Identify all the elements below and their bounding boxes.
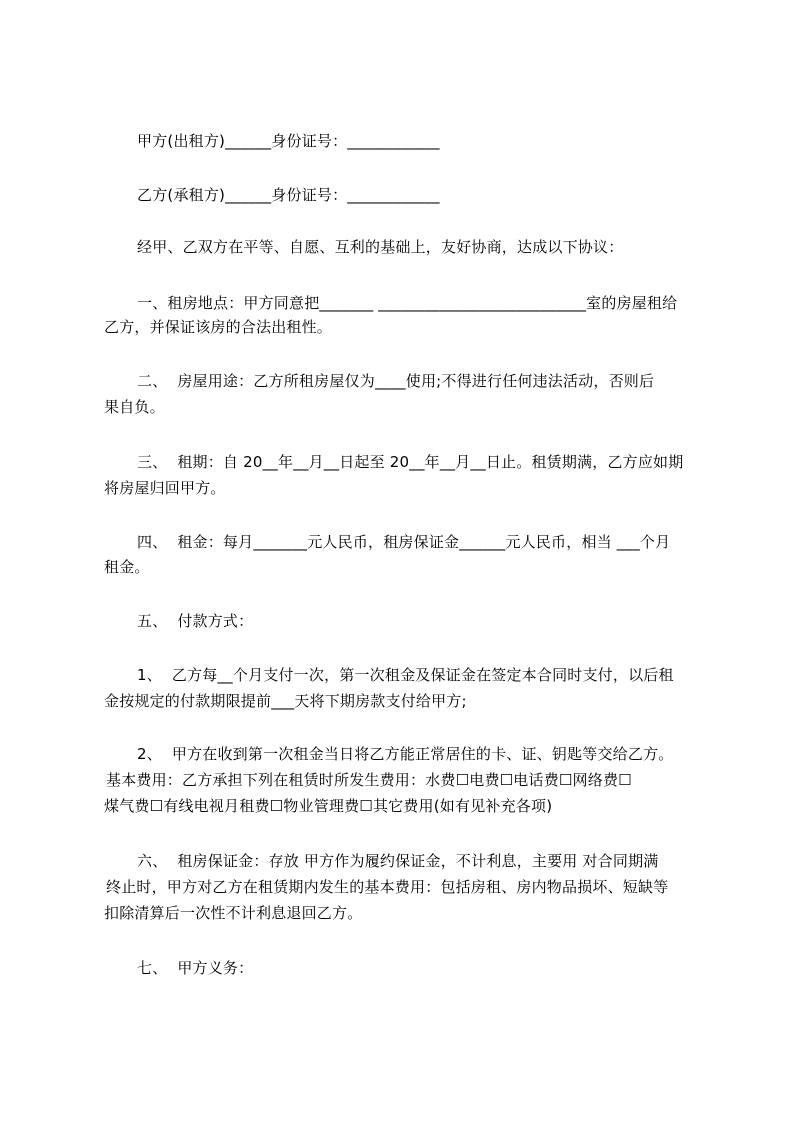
clause-6-line-3: 扣除清算后一次性不计利息退回乙方。 — [104, 904, 363, 922]
clause-3-line-2: 将房屋归回甲方。 — [104, 479, 226, 497]
party-b-line: 乙方(承租方)______身份证号：____________ — [137, 186, 440, 204]
clause-1-line-2: 乙方，并保证该房的合法出租性。 — [104, 318, 333, 336]
payment-1-line-1: 1、 乙方每__个月支付一次，第一次租金及保证金在签定本合同时支付，以后租 — [137, 666, 674, 684]
party-a-line: 甲方(出租方)______身份证号：____________ — [137, 132, 440, 150]
payment-2-line-3: 煤气费☐有线电视月租费☐物业管理费☐其它费用(如有见补充各项) — [104, 797, 553, 815]
clause-1-line-1: 一、租房地点：甲方同意把_______ ___________________________室的房屋租给 — [137, 294, 678, 312]
payment-1-line-2: 金按规定的付款期限提前___天将下期房款支付给甲方; — [104, 692, 467, 710]
clause-5-title: 五、 付款方式： — [137, 612, 254, 630]
clause-6-line-1: 六、 租房保证金：存放 甲方作为履约保证金，不计利息，主要用 对合同期满 — [137, 852, 659, 870]
clause-3-line-1: 三、 租期：自 20__年__月__日起至 20__年__月__日止。租赁期满，乙方应如期 — [137, 453, 684, 471]
clause-7-title: 七、 甲方义务： — [137, 959, 254, 977]
clause-2-line-1: 二、 房屋用途：乙方所租房屋仅为____使用;不得进行任何违法活动，否则后 — [137, 372, 655, 390]
clause-6-line-2: 终止时，甲方对乙方在租赁期内发生的基本费用：包括房租、房内物品损坏、短缺等 — [106, 878, 669, 896]
payment-2-line-1: 2、 甲方在收到第一次租金当日将乙方能正常居住的卡、证、钥匙等交给乙方。 — [137, 745, 674, 763]
payment-2-line-2: 基本费用：乙方承担下列在租赁时所发生费用：水费☐电费☐电话费☐网络费☐ — [106, 771, 632, 789]
clause-2-line-2: 果自负。 — [104, 398, 165, 416]
intro-paragraph: 经甲、乙双方在平等、自愿、互利的基础上，友好协商，达成以下协议： — [137, 238, 624, 256]
clause-4-line-2: 租金。 — [104, 558, 150, 576]
clause-4-line-1: 四、 租金：每月_______元人民币，租房保证金______元人民币，相当 ___个月 — [137, 533, 671, 551]
